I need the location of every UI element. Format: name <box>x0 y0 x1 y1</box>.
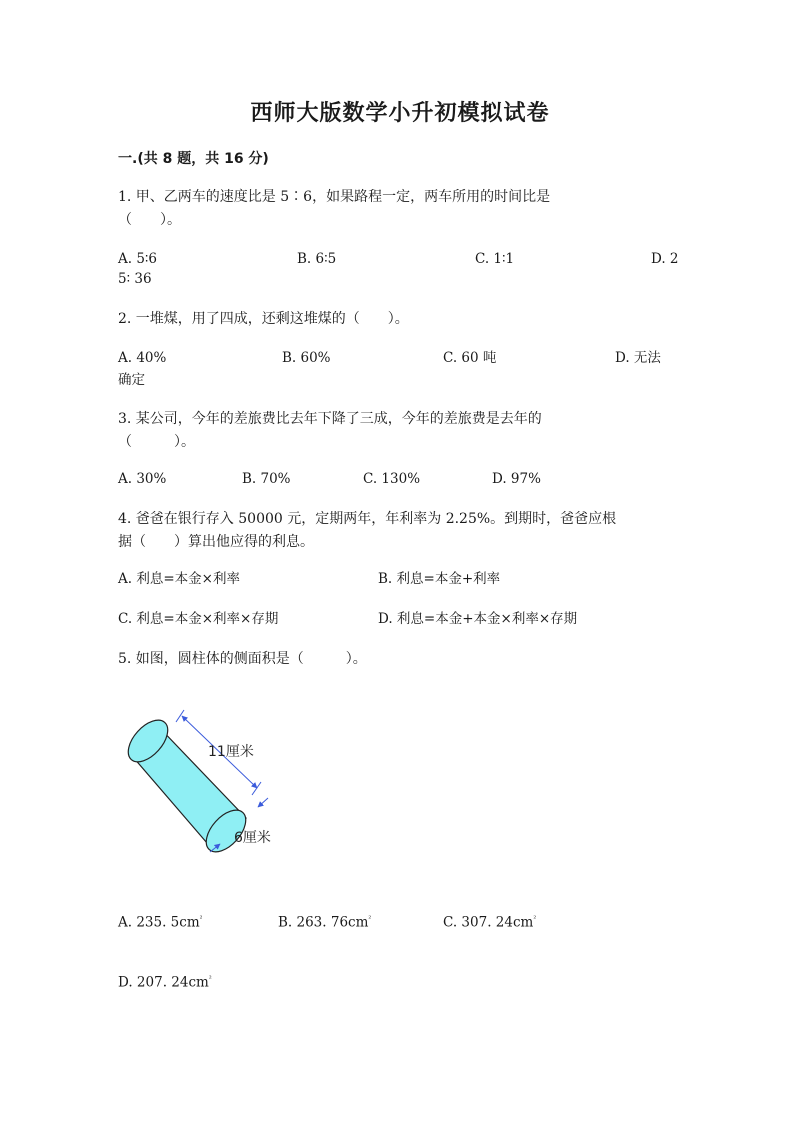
question-2 <box>118 308 688 331</box>
q3-option-d[interactable]: D. 97% <box>492 471 541 487</box>
question-2-line1: 2. 一堆煤，用了四成，还剩这堆煤的（ ）。 <box>118 311 409 327</box>
q5-option-c-text: C. 307. 24cm <box>443 914 534 931</box>
q5-option-a[interactable] <box>118 908 202 935</box>
unit-superscript: ² <box>368 915 372 923</box>
q2-option-d[interactable]: D. 无法 <box>615 350 661 366</box>
unit-superscript: ² <box>208 975 212 983</box>
q2-option-b[interactable]: B. 60% <box>282 350 331 366</box>
question-1-line2: （ ）。 <box>118 212 181 228</box>
question-1 <box>118 186 688 232</box>
q2-option-c[interactable]: C. 60 吨 <box>443 350 497 366</box>
question-5 <box>118 648 688 671</box>
unit-superscript: ² <box>533 915 537 923</box>
q3-option-b[interactable]: B. 70% <box>242 471 291 487</box>
unit-superscript: ² <box>199 915 203 923</box>
q5-option-b[interactable] <box>278 908 371 935</box>
q5-option-a-text: A. 235. 5cm <box>118 914 200 931</box>
question-1-line1: 1. 甲、乙两车的速度比是 5∶6，如果路程一定，两车所用的时间比是 <box>118 189 551 205</box>
q1-option-c[interactable]: C. 1∶1 <box>475 251 515 267</box>
diameter-label: 6厘米 <box>234 830 271 846</box>
question-4-line2: 据（ ）算出他应得的利息。 <box>118 534 314 550</box>
q2-option-a[interactable]: A. 40% <box>118 350 167 366</box>
question-4-line1: 4. 爸爸在银行存入 50000 元，定期两年，年利率为 2.25%。到期时，爸爸应根 <box>118 511 617 527</box>
length-label: 11厘米 <box>208 744 254 760</box>
q1-option-d[interactable]: D. 2 <box>651 251 679 267</box>
q2-option-d-wrap: 确定 <box>118 372 145 388</box>
q5-option-d-text: D. 207. 24cm <box>118 974 209 991</box>
q4-option-a[interactable]: A. 利息=本金×利率 <box>118 571 240 587</box>
q1-option-d-wrap: 5∶ 36 <box>118 271 152 287</box>
question-3 <box>118 408 688 454</box>
q3-option-c[interactable]: C. 130% <box>363 471 421 487</box>
page-title: 西师大版数学小升初模拟试卷 <box>250 101 550 126</box>
q5-option-c[interactable] <box>443 908 536 935</box>
question-3-line1: 3. 某公司，今年的差旅费比去年下降了三成，今年的差旅费是去年的 <box>118 411 542 427</box>
q3-option-a[interactable]: A. 30% <box>118 471 167 487</box>
section-heading: 一.(共 8 题，共 16 分) <box>118 151 269 167</box>
question-3-line2: （ ）。 <box>118 434 195 450</box>
q4-option-d[interactable]: D. 利息=本金+本金×利率×存期 <box>378 611 578 627</box>
q4-option-c[interactable]: C. 利息=本金×利率×存期 <box>118 611 279 627</box>
q5-option-d[interactable] <box>118 968 212 995</box>
q1-option-a[interactable]: A. 5∶6 <box>118 251 158 267</box>
q5-option-b-text: B. 263. 76cm <box>278 914 369 931</box>
q4-option-b[interactable]: B. 利息=本金+利率 <box>378 571 501 587</box>
q1-option-b[interactable]: B. 6∶5 <box>297 251 337 267</box>
question-4 <box>118 508 698 554</box>
question-5-line1: 5. 如图，圆柱体的侧面积是（ ）。 <box>118 651 367 667</box>
cylinder-figure <box>118 700 298 860</box>
